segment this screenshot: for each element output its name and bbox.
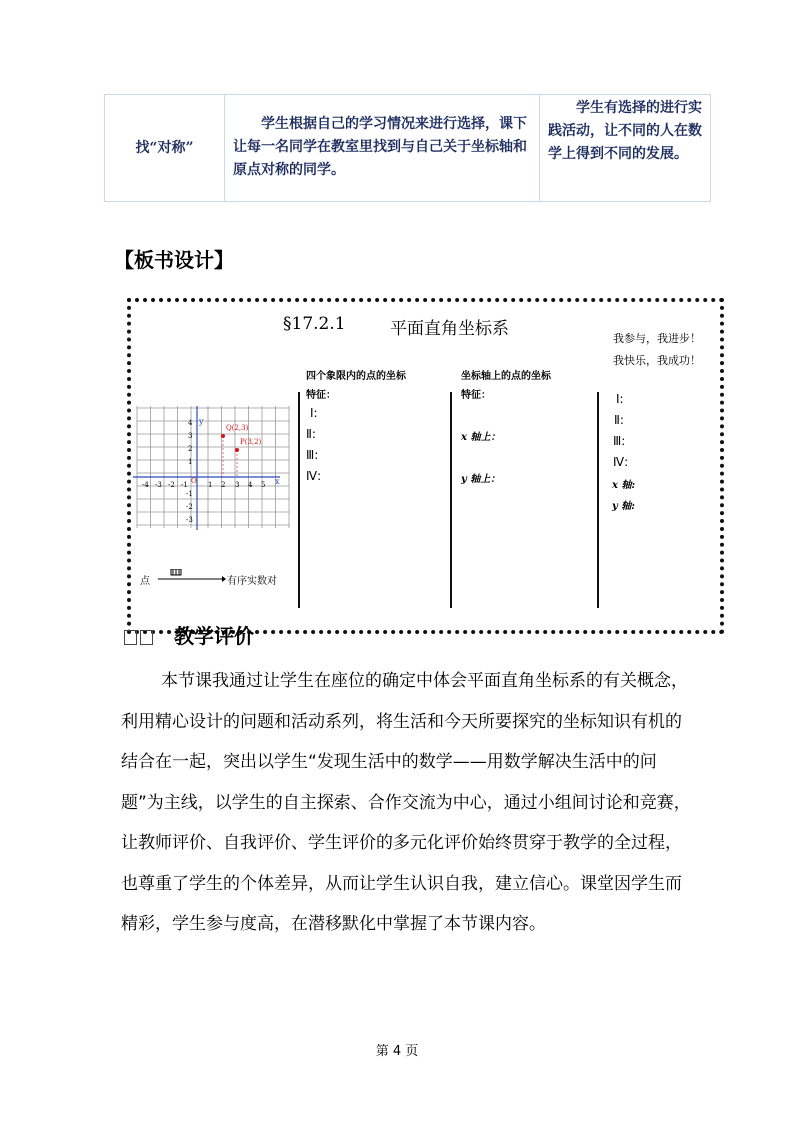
divider-c — [597, 392, 599, 608]
x-tick: -2 — [168, 481, 175, 489]
grid-lines — [137, 406, 289, 528]
x-axis-label: x — [275, 477, 280, 486]
mapping-left: 点 — [140, 576, 150, 587]
col-b-y: y 轴上： — [461, 474, 501, 485]
x-tick: 1 — [208, 481, 213, 489]
page-number: 第 4 页 — [375, 1044, 419, 1059]
y-axis-label: y — [199, 417, 204, 426]
activity-table — [104, 94, 711, 202]
x-tick: 2 — [221, 481, 226, 489]
activity-intent-text: 学生有选择的进行实践活动，让不同的人在数学上得到不同的发展。 — [548, 100, 702, 162]
x-tick: -3 — [155, 481, 162, 489]
col-b-sub: 特征： — [461, 390, 491, 401]
col-c-x: x 轴: — [612, 480, 636, 491]
missing-glyph-icon — [124, 630, 137, 645]
col-a-item: Ⅳ: — [306, 469, 322, 483]
col-a-item: Ⅰ: — [310, 406, 318, 420]
mapping-arrow — [158, 569, 226, 583]
eval-paragraph-text: 本节课我通过让学生在座位的确定中体会平面直角坐标系的有关概念，利用精心设计的问题和活动系列，将生活和今天所要探究的坐标知识有机的结合在一起，突出以学生“发现生活中的数学——用数学解决生活中的问题”为主线，以学生的自主探索、合作交流为中心，通过小组间讨论和竞赛，让教师评价、自我评价、学生评价的多元化评价始终贯穿于教学的全过程，也尊重了学生的个体差异，从而让学生认识自我，建立信心。课堂因学生而精彩，学生参与度高，在潜移默化中掌握了本节课内容。 — [121, 671, 691, 934]
col-b-x: x 轴上： — [461, 432, 501, 443]
x-tick: 3 — [235, 481, 240, 489]
y-tick: -1 — [186, 490, 193, 498]
eval-title — [124, 620, 254, 649]
y-tick: 4 — [188, 419, 193, 427]
mapping-right: 有序实数对 — [227, 576, 277, 587]
col-c-item: Ⅳ: — [613, 455, 629, 469]
divider-b — [450, 392, 452, 608]
col-c-item: Ⅲ: — [613, 434, 626, 448]
col-c-item: Ⅱ: — [614, 413, 624, 427]
board-section: §17.2.1 — [283, 314, 346, 334]
board-heading: 【板书设计】 — [114, 248, 234, 272]
origin-label: O — [191, 477, 197, 485]
col-c-y: y 轴: — [612, 501, 635, 512]
x-tick: -1 — [181, 481, 188, 489]
col-a-sub: 特征： — [306, 390, 336, 401]
col-a-title: 四个象限内的点的坐标 — [306, 371, 406, 382]
activity-description-text: 学生根据自己的学习情况来进行选择，课下让每一名同学在教室里找到与自己关于坐标轴和原点对称的同学。 — [233, 116, 527, 178]
divider-a — [298, 392, 300, 608]
point-p-label: P(3,2) — [240, 438, 262, 446]
col-a-item: Ⅲ: — [306, 448, 319, 462]
activity-name: 找“对称” — [105, 95, 225, 202]
col-b-title: 坐标轴上的点的坐标 — [461, 371, 551, 382]
x-tick: -4 — [142, 481, 149, 489]
x-tick: 5 — [261, 481, 266, 489]
motto-2: 我快乐，我成功！ — [613, 354, 701, 367]
y-tick: 1 — [188, 458, 193, 466]
coordinate-grid — [133, 404, 293, 532]
y-tick: -3 — [186, 516, 193, 524]
y-tick: 2 — [188, 445, 193, 453]
activity-description — [225, 95, 540, 202]
eval-title-text: 教学评价 — [174, 624, 254, 648]
y-tick: 3 — [188, 432, 193, 440]
board-title: 平面直角坐标系 — [390, 319, 509, 339]
activity-intent — [540, 95, 711, 202]
col-a-item: Ⅱ: — [306, 427, 316, 441]
x-tick: 4 — [248, 481, 253, 489]
missing-glyph-icon — [140, 630, 153, 645]
motto-1: 我参与，我进步！ — [613, 332, 701, 345]
col-c-item: Ⅰ: — [616, 392, 624, 406]
y-tick: -2 — [186, 503, 193, 511]
point-q-label: Q(2,3) — [226, 424, 249, 432]
eval-paragraph — [121, 661, 696, 945]
